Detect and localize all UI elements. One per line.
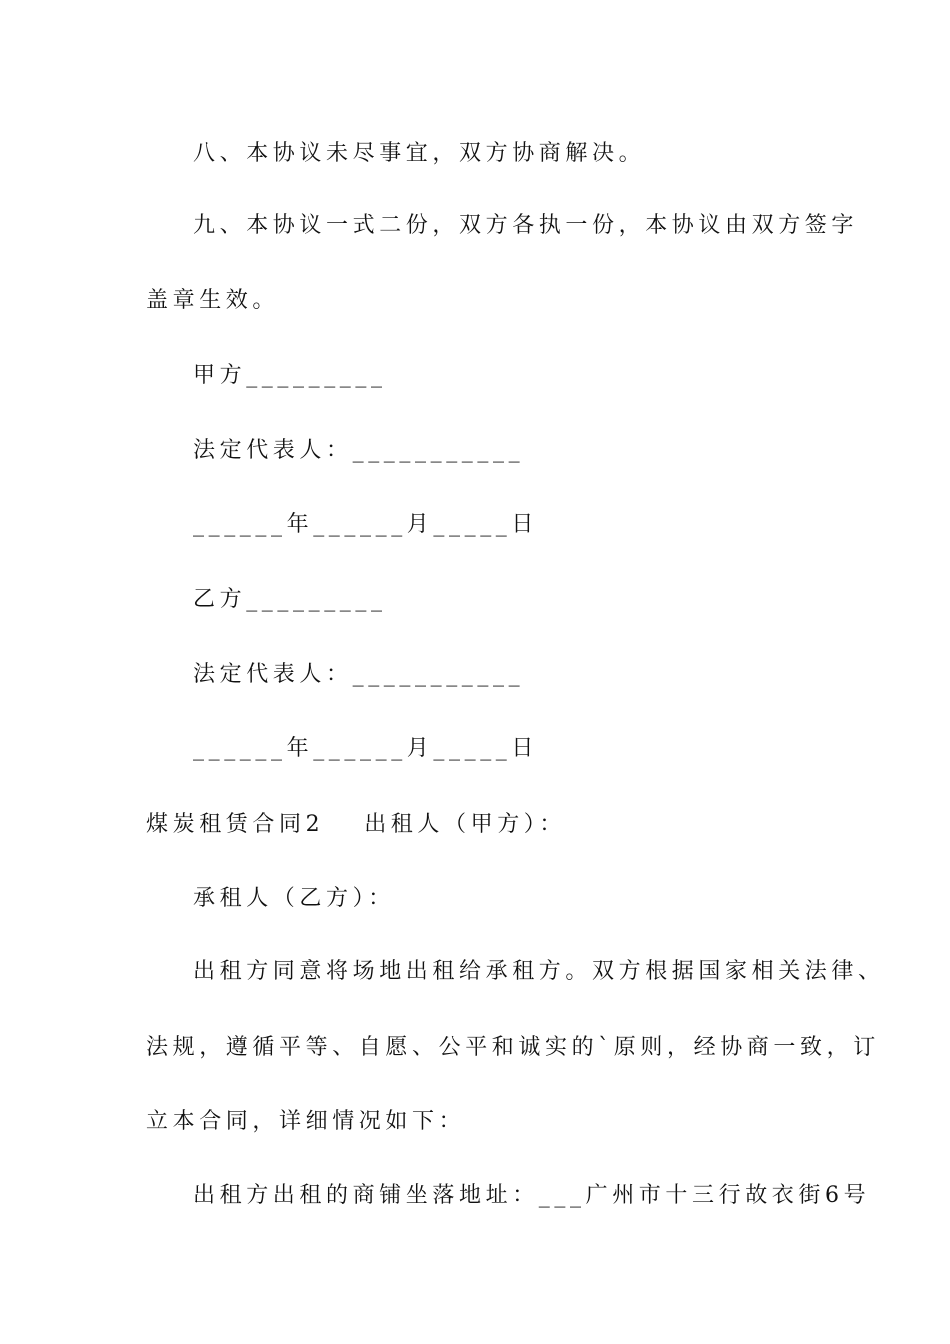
party-a-representative-line: 法定代表人：___________: [193, 438, 525, 463]
contract-heading-line: [146, 810, 566, 840]
clause-9: 九、本协议一式二份，双方各执一份，本协议由双方签字: [193, 213, 859, 238]
lessee-label: 承租人（乙方）：: [193, 886, 395, 911]
party-b-representative-line: 法定代表人：___________: [193, 662, 525, 687]
intro-paragraph-line-2: 法规，遵循平等、自愿、公平和诚实的`原则，经协商一致，订: [146, 1035, 880, 1060]
intro-paragraph-line-1: 出租方同意将场地出租给承租方。双方根据国家相关法律、: [193, 959, 885, 984]
intro-paragraph-line-3: 立本合同，详细情况如下：: [146, 1109, 466, 1134]
party-a-date-line: ______年______月_____日: [193, 512, 539, 537]
party-b-line: 乙方_________: [193, 587, 387, 612]
clause-9-continued: 盖章生效。: [146, 288, 280, 313]
clause-8: 八、本协议未尽事宜，双方协商解决。: [193, 141, 646, 166]
contract-title: 煤炭租赁合同2: [146, 812, 325, 837]
party-a-line: 甲方_________: [193, 363, 387, 388]
lessor-label: 出租人（甲方）：: [364, 812, 567, 837]
party-b-date-line: ______年______月_____日: [193, 736, 539, 761]
shop-address-line: 出租方出租的商铺坐落地址：___广州市十三行故衣街6号: [193, 1183, 871, 1208]
